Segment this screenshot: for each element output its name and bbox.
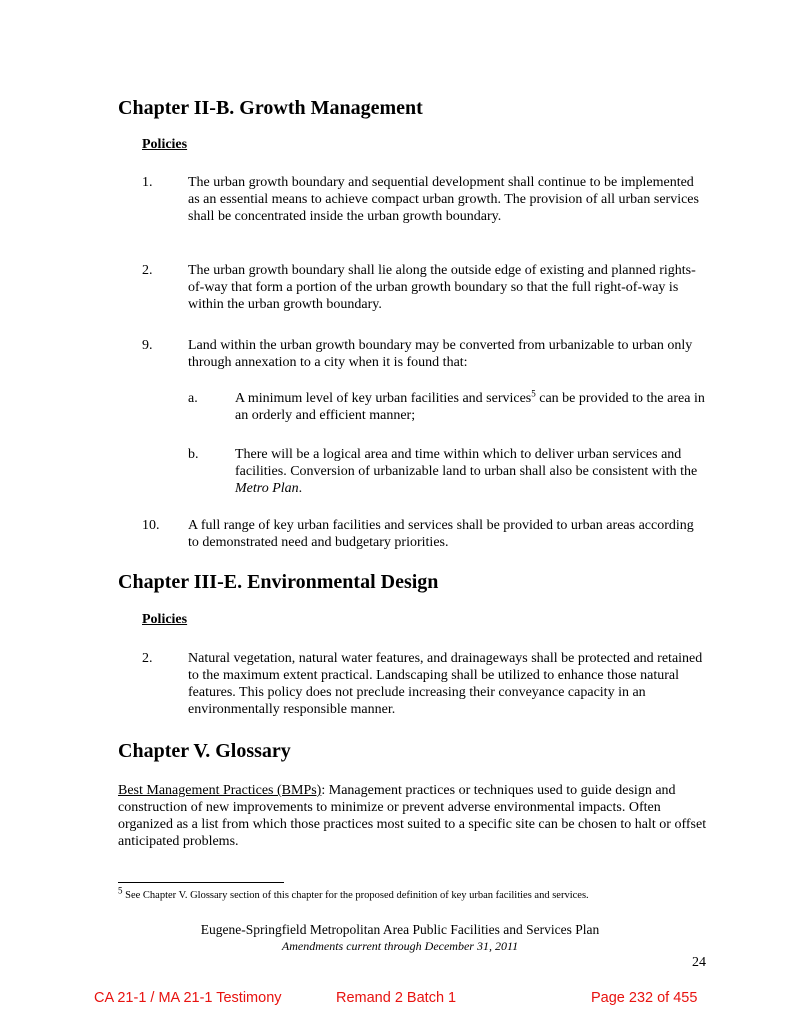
subpolicy-text [235,390,710,424]
glossary-term: Best Management Practices (BMPs) [118,783,322,798]
page-number: 24 [692,955,706,970]
stamp-batch-label: Remand 2 Batch 1 [336,990,457,1006]
subpolicy-text-part: . [298,481,303,496]
chapter-heading-glossary: Chapter V. Glossary [118,740,291,762]
chapter-heading-growth-management: Chapter II-B. Growth Management [118,97,423,119]
footer-subtitle: Amendments current through December 31, 2011 [281,939,519,953]
policy-text: The urban growth boundary and sequential development shall continue to be implemented as an essential means to achieve compact urban growth. The provision of all urban services shall be concentrated inside the urban growth boundary. [188,175,699,224]
footnote-mark: 5 [118,885,123,896]
policy-text: Natural vegetation, natural water features, and drainageways shall be protected and retained to the maximum extent practical. Landscaping shall be utilized to enhance those natural features. This policy does not preclude increasing their conveyance capacity in an environmentally responsible manner. [188,651,703,717]
policy-number: 2. [142,263,153,278]
footnote-text: See Chapter V. Glossary section of this chapter for the proposed definition of key urban facilities and services. [122,890,589,901]
policy-number: 9. [142,338,153,353]
footnote-reference: 5 [531,388,536,399]
policy-number: 10. [142,518,160,533]
footer-title: Eugene-Springfield Metropolitan Area Public Facilities and Services Plan [200,922,600,937]
stamp-page-label: Page 232 of 455 [591,990,698,1006]
policy-number: 1. [142,175,153,190]
policy-text: Land within the urban growth boundary may be converted from urbanizable to urban only through annexation to a city when it is found that: [188,338,693,370]
metro-plan-title: Metro Plan [235,481,299,496]
subpolicy-text [235,446,710,497]
subpolicy-text-part: There will be a logical area and time within which to deliver urban services and facilities. Conversion of urbanizable land to urban shall also be consistent with the [235,447,698,479]
subpolicy-text-part: can be provided to the area in an orderly and efficient manner; [235,391,705,423]
subpolicy-letter: a. [188,391,198,406]
policy-text: The urban growth boundary shall lie along the outside edge of existing and planned rights-of-way that form a portion of the urban growth boundary so that the full right-of-way is within the urban growth boundary. [188,263,696,312]
policy-number: 2. [142,651,153,666]
glossary-entry [118,782,708,850]
policies-subheading: Policies [142,612,188,627]
footnote-divider [118,882,284,883]
chapter-heading-environmental-design: Chapter III-E. Environmental Design [118,571,439,593]
policies-subheading: Policies [142,137,188,152]
policy-text: A full range of key urban facilities and services shall be provided to urban areas according to demonstrated need and budgetary priorities. [188,518,694,550]
subpolicy-letter: b. [188,447,199,462]
stamp-testimony-label: CA 21-1 / MA 21-1 Testimony [94,990,282,1006]
glossary-definition: : Management practices or techniques used to guide design and construction of new improvements to minimize or prevent adverse environmental impacts. Often organized as a list from which those practices most suited to a specific site can be chosen to halt or offset anticipated problems. [118,783,707,849]
subpolicy-text-part: A minimum level of key urban facilities and services [235,391,532,406]
footnote [118,885,589,901]
